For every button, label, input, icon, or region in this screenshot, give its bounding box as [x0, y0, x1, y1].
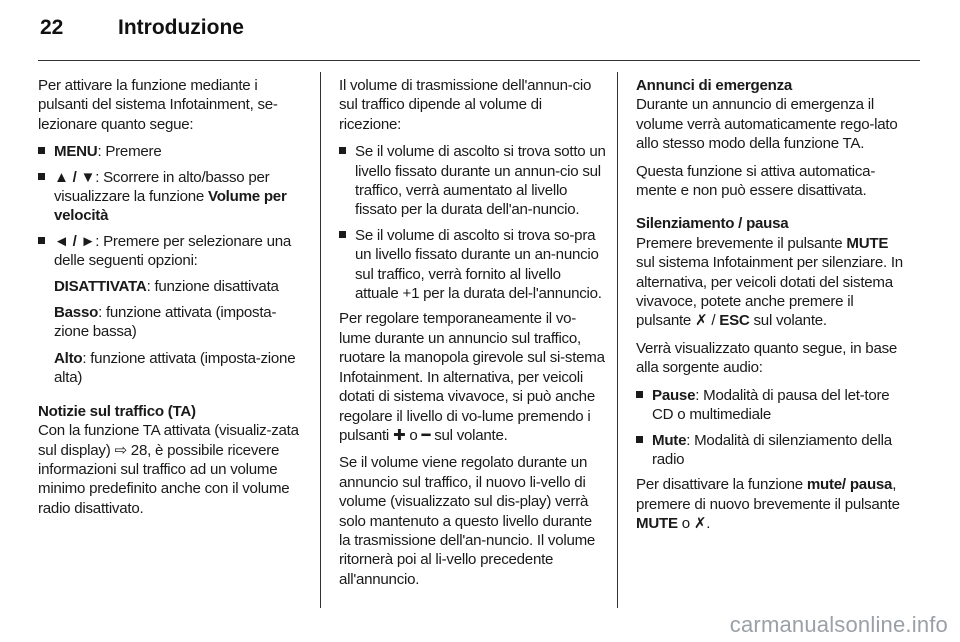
left-right-arrows-icon: ◄ / ►	[54, 232, 96, 250]
column-2	[339, 76, 607, 597]
bullet-text: : Modalità di pausa del let-tore CD o multimediale	[652, 386, 890, 424]
mute-heading: Silenziamento / pausa	[636, 215, 789, 233]
option-off	[54, 277, 304, 296]
mute-mode-key: Mute	[652, 431, 687, 449]
bullet-square-icon	[636, 391, 643, 398]
disable-text: .	[706, 515, 711, 533]
shown-paragraph: Verrà visualizzato quanto segue, in base alla sorgente audio:	[636, 339, 898, 377]
mute-key: MUTE	[846, 234, 889, 252]
retain-paragraph: Se il volume viene regolato durante un annuncio sul traffico, il nuovo li-vello di volume (visualizzato sul dis-play) verrà solo mantenuto a questo livello durante la trasmissione dell'an-nuncio. Il volume ritornerà poi al li-vello precedente all'annuncio.	[339, 454, 596, 588]
esc-key: ESC	[719, 312, 750, 330]
column-1	[38, 76, 304, 526]
bullet-mute	[636, 431, 906, 470]
bullet-square-icon	[636, 436, 643, 443]
column-divider-1	[320, 72, 321, 608]
volume-intro-paragraph: Il volume di trasmissione dell'annun-cio sul traffico dipende al volume di ricezione:	[339, 77, 592, 133]
page-header	[40, 16, 244, 48]
bullet-text: Se il volume di ascolto si trova sotto un livello fissato durante un annun-cio sul traffico, verrà aumentato al livello fissato per la durata dell'an-nuncio.	[355, 143, 606, 219]
mute-key: MUTE	[636, 515, 678, 533]
up-down-arrows-icon: ▲ / ▼	[54, 168, 96, 186]
minus-icon: ━	[421, 426, 431, 444]
mute-text: /	[707, 312, 720, 330]
bullet-text: : Scorrere in alto/basso per visualizzare la funzione	[54, 168, 270, 206]
header-rule	[38, 60, 920, 61]
adjust-text: o	[405, 426, 422, 444]
option-key: Alto	[54, 349, 83, 367]
option-text: : funzione attivata (imposta-zione bassa)	[54, 304, 277, 341]
bullet-square-icon	[38, 237, 45, 244]
traffic-heading: Notizie sul traffico (TA)	[38, 402, 196, 420]
bullet-text: : Modalità di silenziamento della radio	[652, 431, 892, 468]
traffic-paragraph	[38, 421, 304, 518]
option-key: Basso	[54, 304, 99, 322]
adjust-paragraph	[339, 309, 607, 445]
mute-text: sul sistema Infotainment per silenziare. In alternativa, per veicoli dotati del sistema vivavoce, potete anche premere il pulsante	[636, 254, 903, 330]
option-key: DISATTIVATA	[54, 277, 147, 295]
bullet-square-icon	[339, 231, 346, 238]
mute-pause-key: mute/ pausa	[806, 476, 893, 494]
intro-paragraph: Per attivare la funzione mediante i pulsanti del sistema Infotainment, se-lezionare quanto segue:	[38, 77, 278, 133]
disable-paragraph	[636, 475, 906, 533]
bullet-text: Se il volume di ascolto si trova so-pra un livello fissato durante un an-nuncio sul traffico, verrà fornito al livello attuale +1 per la durata del-l'annuncio.	[355, 226, 602, 303]
bullet-menu	[38, 142, 304, 161]
bullet-square-icon	[339, 147, 346, 154]
bullet-up-down	[38, 168, 304, 226]
menu-key: MENU	[54, 143, 98, 161]
bullet-text: : Premere	[97, 143, 162, 161]
emergency-paragraph: Durante un annuncio di emergenza il volume verrà automaticamente rego-lato allo stesso modo della funzione TA.	[636, 96, 898, 153]
adjust-text: Per regolare temporaneamente il vo-lume durante un annuncio sul traffico, ruotare la manopola girevole sul si-stema Infotainment. In alternativa, per veicoli dotati di sistema vivavoce, si può anche regolare il livello di vo-lume premendo i pulsanti	[339, 310, 605, 444]
disable-text: o	[677, 515, 694, 533]
page-number: 22	[40, 16, 64, 39]
page-reference-link[interactable]: ⇨ 28	[114, 441, 148, 459]
traffic-text: , è possibile ricevere informazioni sul traffico ad un volume minimo predefinito anche con il volume radio disattivato.	[38, 441, 290, 517]
watermark: carmanualsonline.info	[729, 612, 948, 637]
option-low	[54, 303, 304, 342]
column-divider-2	[617, 72, 618, 608]
bullet-left-right	[38, 232, 304, 271]
traffic-text: Con la funzione TA attivata (visualiz-zata sul display)	[38, 422, 299, 459]
mute-text: Premere brevemente il pulsante	[636, 234, 847, 252]
option-high	[54, 349, 304, 388]
mute-phone-icon: ✗	[695, 312, 708, 330]
bullet-square-icon	[38, 173, 45, 180]
bullet-text: : Premere per selezionare una delle seguenti opzioni:	[54, 232, 292, 270]
bullet-square-icon	[38, 147, 45, 154]
disable-text: , premere di nuovo brevemente il pulsante	[636, 476, 900, 513]
mute-paragraph	[636, 234, 906, 331]
column-3	[636, 76, 906, 542]
mute-phone-icon: ✗	[693, 515, 707, 533]
emergency-note: Questa funzione si attiva automatica-mente e non può essere disattivata.	[636, 162, 876, 200]
adjust-text: sul volante.	[430, 426, 508, 444]
option-text: : funzione attivata (imposta-zione alta)	[54, 349, 296, 387]
option-text: : funzione disattivata	[146, 277, 279, 295]
emergency-heading: Annunci di emergenza	[636, 77, 793, 94]
mute-text: sul volante.	[749, 312, 827, 330]
bullet-pause	[636, 386, 906, 425]
plus-icon: ✚	[392, 426, 406, 444]
bullet-above-level	[339, 226, 607, 304]
bullet-below-level	[339, 142, 607, 220]
disable-text: Per disattivare la funzione	[636, 476, 807, 494]
pause-key: Pause	[652, 386, 696, 404]
volume-speed-label: Volume per velocità	[54, 188, 287, 225]
page-title: Introduzione	[118, 16, 244, 39]
